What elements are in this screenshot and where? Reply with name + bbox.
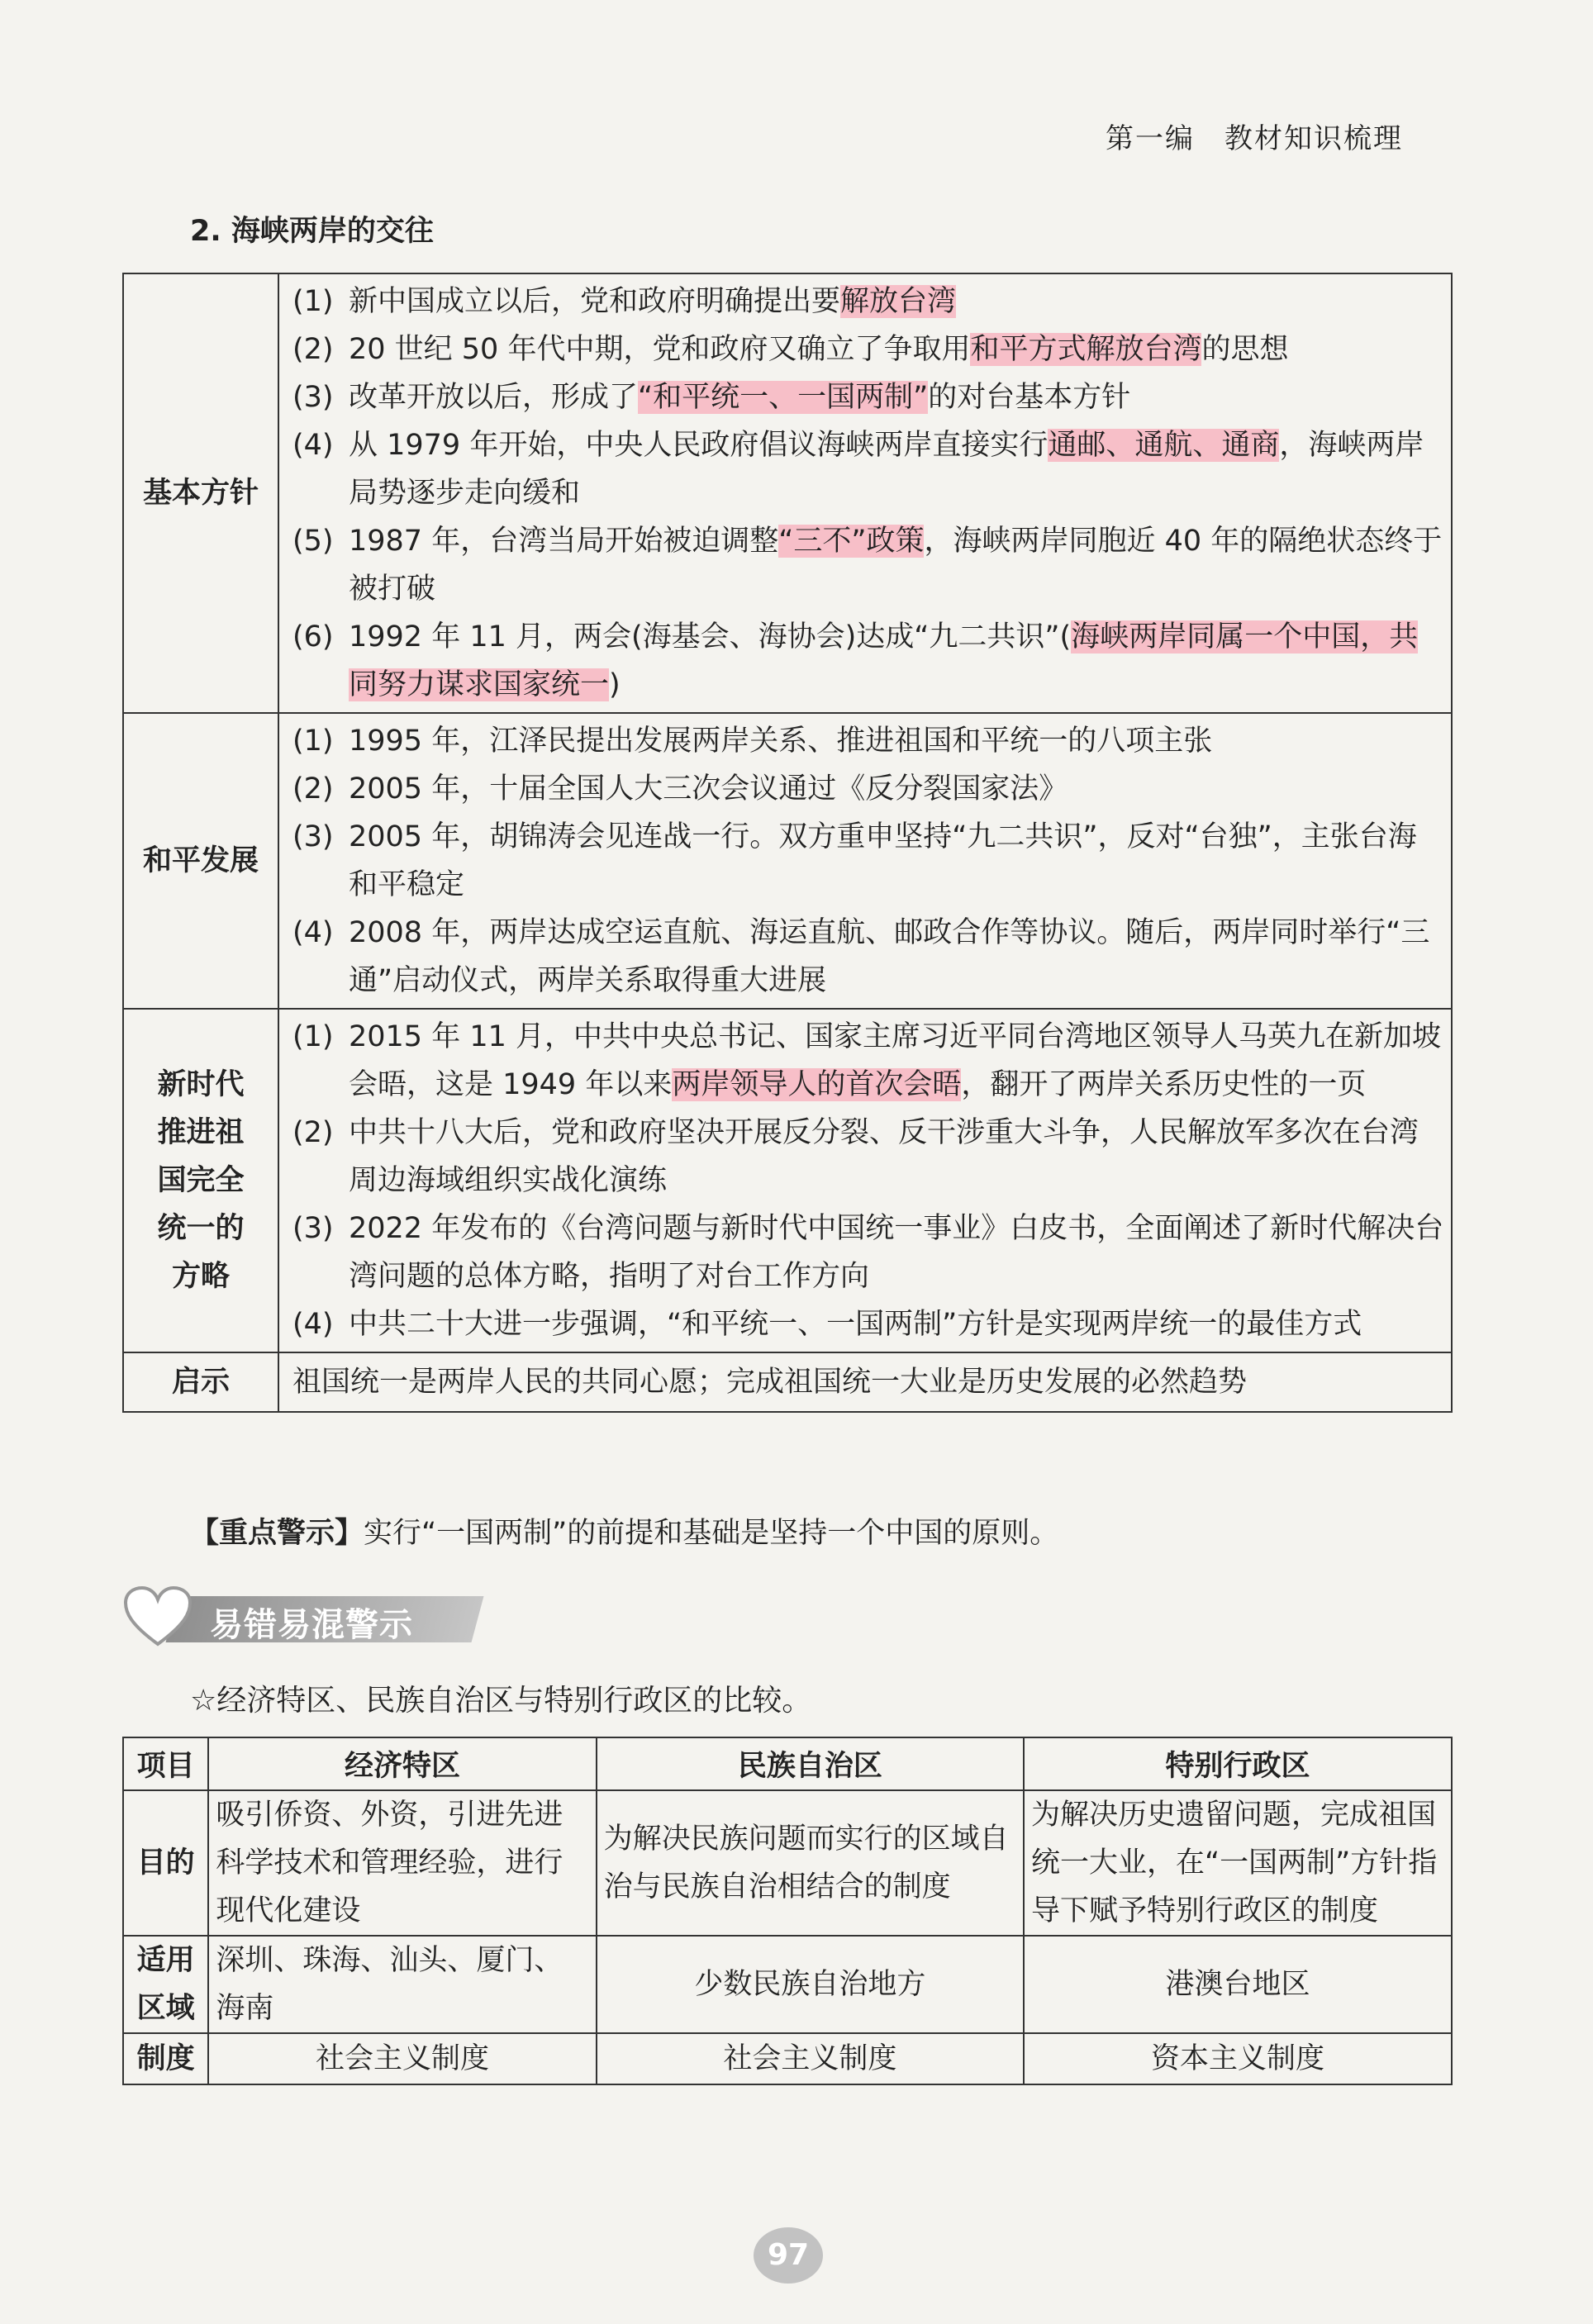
table-row — [123, 2033, 1452, 2084]
highlighted-text: 和平方式解放台湾 — [970, 333, 1202, 366]
item-number: (4) — [292, 1308, 334, 1341]
category-line: 新时代 — [157, 1068, 245, 1101]
list-item — [292, 1205, 1444, 1300]
item-text: 的对台基本方针 — [928, 381, 1131, 414]
item-text: 1987 年，台湾当局开始被迫调整 — [349, 525, 779, 558]
category-line: 方略 — [171, 1260, 230, 1293]
item-number: (2) — [292, 1116, 334, 1149]
list-item — [292, 421, 1444, 517]
row-category — [123, 1009, 278, 1352]
table-cell: 资本主义制度 — [1024, 2033, 1452, 2084]
item-text: ，海峡两岸局势逐步走向缓和 — [349, 429, 1424, 510]
banner-title: 易错易混警示 — [210, 1606, 413, 1644]
row-category — [123, 273, 278, 713]
table-cell: 社会主义制度 — [208, 2033, 596, 2084]
row-header: 适用区域 — [123, 1936, 208, 2033]
cross-strait-table — [122, 273, 1453, 1413]
column-header: 特别行政区 — [1024, 1737, 1452, 1790]
item-text: 的思想 — [1201, 333, 1289, 366]
item-text: 2022 年发布的《台湾问题与新时代中国统一事业》白皮书，全面阐述了新时代解决台湾问题的总体方略，指明了对台工作方向 — [349, 1212, 1444, 1293]
list-item — [292, 326, 1444, 373]
item-number: (1) — [292, 285, 334, 318]
list-item — [292, 1109, 1444, 1205]
table-cell: 深圳、珠海、汕头、厦门、海南 — [208, 1936, 596, 2033]
list-item — [292, 717, 1444, 765]
highlighted-text: 通邮、通航、通商 — [1048, 429, 1280, 462]
list-item — [292, 813, 1444, 909]
row-content — [278, 713, 1452, 1009]
highlighted-text: “三不”政策 — [778, 525, 925, 558]
item-number: (2) — [292, 333, 334, 366]
policy-row — [123, 713, 1452, 1009]
table-row — [123, 1790, 1452, 1936]
row-category-label — [157, 1061, 244, 1300]
warning-text: 实行“一国两制”的前提和基础是坚持一个中国的原则。 — [364, 1517, 1059, 1550]
item-number: (3) — [292, 1212, 334, 1245]
item-text: 新中国成立以后，党和政府明确提出要 — [349, 285, 841, 318]
item-text: 2008 年，两岸达成空运直航、海运直航、邮政合作等协议。随后，两岸同时举行“三通”启动仪式，两岸关系取得重大进展 — [349, 916, 1430, 997]
warning-label: 【重点警示】 — [190, 1517, 364, 1550]
row-category — [123, 713, 278, 1009]
row-category-label: 启示 — [171, 1366, 230, 1399]
item-number: (1) — [292, 725, 334, 758]
item-number: (3) — [292, 381, 334, 414]
item-text: ，海峡两岸同胞近 40 年的隔绝状态终于被打破 — [349, 525, 1443, 606]
row-content — [278, 1352, 1452, 1412]
category-line: 推进祖 — [157, 1116, 245, 1149]
item-text: 2015 年 11 月，中共中央总书记、国家主席习近平同台湾地区领导人马英九在新加坡会晤，这是 1949 年以来 — [349, 1020, 1441, 1101]
list-item — [292, 278, 1444, 326]
row-header: 目的 — [123, 1790, 208, 1936]
list-item — [292, 613, 1444, 709]
column-header: 经济特区 — [208, 1737, 596, 1790]
list-item — [292, 517, 1444, 613]
section-title: 2. 海峡两岸的交往 — [190, 215, 434, 248]
highlighted-text: 海峡两岸同属一个中国，共同努力谋求国家统一 — [349, 620, 1419, 701]
list-item — [292, 1013, 1444, 1109]
list-item — [292, 909, 1444, 1005]
table-cell: 为解决历史遗留问题，完成祖国统一大业，在“一国两制”方针指导下赋予特别行政区的制度 — [1024, 1790, 1452, 1936]
policy-row — [123, 273, 1452, 713]
item-number: (2) — [292, 772, 334, 806]
item-text: 1992 年 11 月，两会(海基会、海协会)达成“九二共识”( — [349, 620, 1072, 653]
policy-row — [123, 1009, 1452, 1352]
item-text: 1995 年，江泽民提出发展两岸关系、推进祖国和平统一的八项主张 — [349, 725, 1213, 758]
category-line: 国完全 — [157, 1164, 245, 1197]
heart-icon — [122, 1585, 193, 1651]
error-prone-banner — [122, 1585, 486, 1651]
highlighted-text: 解放台湾 — [840, 285, 957, 318]
item-number: (6) — [292, 620, 334, 653]
item-text: ) — [609, 668, 621, 701]
highlighted-text: 两岸领导人的首次会晤 — [672, 1068, 962, 1101]
running-header: 第一编 教材知识梳理 — [1106, 122, 1403, 155]
item-text: 2005 年，胡锦涛会见连战一行。双方重申坚持“九二共识”，反对“台独”，主张台海和平稳定 — [349, 820, 1417, 901]
highlighted-text: “和平统一、一国两制” — [638, 381, 929, 414]
item-number: (1) — [292, 1020, 334, 1053]
comparison-table — [122, 1737, 1453, 2085]
item-number: (3) — [292, 820, 334, 853]
item-text: 2005 年，十届全国人大三次会议通过《反分裂国家法》 — [349, 772, 1068, 806]
list-item — [292, 1300, 1444, 1348]
table-cell: 社会主义制度 — [597, 2033, 1024, 2084]
page-number: 97 — [754, 2227, 823, 2284]
item-text: 中共十八大后，党和政府坚决开展反分裂、反干涉重大斗争，人民解放军多次在台湾周边海域组织实战化演练 — [349, 1116, 1419, 1197]
table-cell: 少数民族自治地方 — [597, 1936, 1024, 2033]
item-text: 中共二十大进一步强调，“和平统一、一国两制”方针是实现两岸统一的最佳方式 — [349, 1308, 1362, 1341]
row-category-label: 基本方针 — [142, 477, 259, 510]
item-text: 从 1979 年开始，中央人民政府倡议海峡两岸直接实行 — [349, 429, 1049, 462]
list-item — [292, 373, 1444, 421]
row-category-label: 和平发展 — [142, 844, 259, 877]
category-line: 统一的 — [157, 1212, 245, 1245]
table-row — [123, 1936, 1452, 2033]
table-cell: 港澳台地区 — [1024, 1936, 1452, 2033]
list-item — [292, 1358, 1444, 1406]
row-header: 制度 — [123, 2033, 208, 2084]
item-number: (4) — [292, 429, 334, 462]
item-number: (5) — [292, 525, 334, 558]
row-category — [123, 1352, 278, 1412]
row-content — [278, 273, 1452, 713]
table-cell: 吸引侨资、外资，引进先进科学技术和管理经验，进行现代化建设 — [208, 1790, 596, 1936]
list-item — [292, 765, 1444, 813]
item-text: 祖国统一是两岸人民的共同心愿；完成祖国统一大业是历史发展的必然趋势 — [292, 1366, 1248, 1399]
policy-row — [123, 1352, 1452, 1412]
item-text: ，翻开了两岸关系历史性的一页 — [961, 1068, 1367, 1101]
key-warning — [190, 1510, 1058, 1552]
column-header: 项目 — [123, 1737, 208, 1790]
item-number: (4) — [292, 916, 334, 949]
row-content — [278, 1009, 1452, 1352]
comparison-intro: ☆经济特区、民族自治区与特别行政区的比较。 — [190, 1684, 812, 1718]
item-text: 20 世纪 50 年代中期，党和政府又确立了争取用 — [349, 333, 971, 366]
column-header: 民族自治区 — [597, 1737, 1024, 1790]
item-text: 改革开放以后，形成了 — [349, 381, 639, 414]
table-cell: 为解决民族问题而实行的区域自治与民族自治相结合的制度 — [597, 1790, 1024, 1936]
